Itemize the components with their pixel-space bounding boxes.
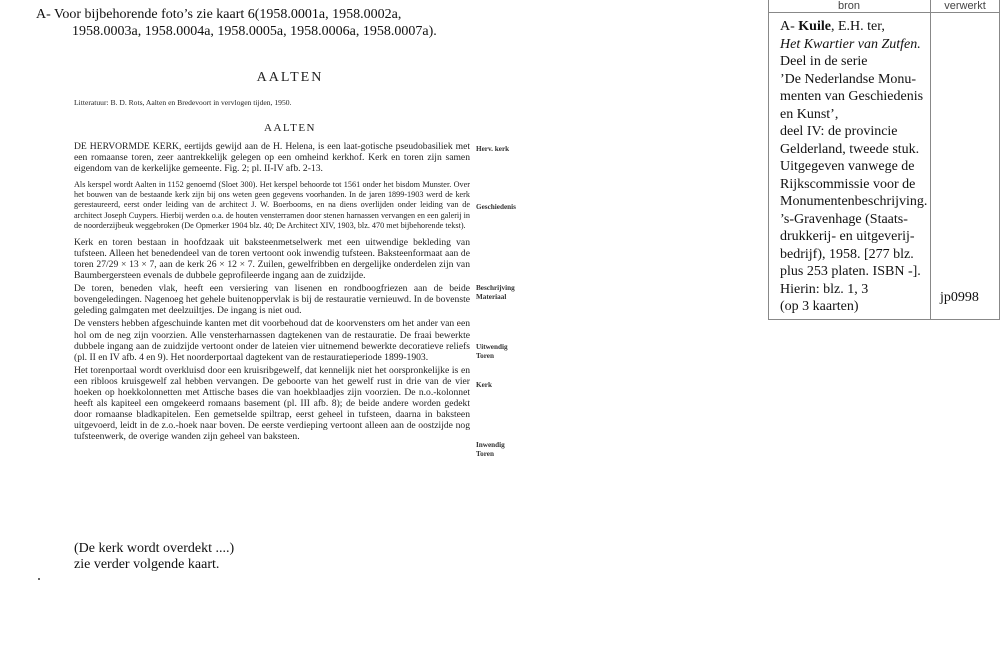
continuation-note: (De kerk wordt overdekt ....)	[74, 541, 235, 556]
source-line: Deel in de serie	[780, 54, 868, 69]
literature-line: Litteratuur: B. D. Rots, Aalten en Bredevoort in vervlogen tijden, 1950.	[74, 98, 292, 107]
panel-bottom-border	[768, 319, 1000, 320]
paragraph-church-exterior: De vensters hebben afgeschuinde kanten met dit voorbehoud dat de koorvensters om het ander van een hol om de neg zijn voorzien. Alle vensterharnassen dagtekenen van de restauratie. De fraai bewerkte dubbele ingang aan de zuidzijde vertoont onder de lateien vier uitnemend bewerkte decoratieve reliefs (pl. II en IV afb. 4 en 9). Het noorderportaal dagtekent van de restauratieperiode 1899-1903.	[74, 318, 470, 363]
source-line: Monumentenbeschrijving.	[780, 194, 928, 209]
source-citation	[780, 18, 940, 316]
document-title-2: AALTEN	[264, 122, 316, 134]
source-line: Hierin: blz. 1, 3	[780, 281, 869, 297]
source-line: menten van Geschiedenis	[780, 89, 924, 104]
source-line: plus 253 platen. ISBN -].	[780, 264, 921, 279]
source-line: deel IV: de provincie	[780, 124, 898, 139]
margin-note-toren-interior: Toren	[476, 450, 494, 458]
column-header-processed: verwerkt	[944, 0, 986, 12]
margin-note-inwendig: Inwendig	[476, 441, 505, 449]
processed-code: jp0998	[940, 290, 979, 305]
paragraph-intro: DE HERVORMDE KERK, eertijds gewijd aan de H. Helena, is een laat-gotische pseudobasiliek met een romaanse toren, zeer aantrekkelijk gelegen op een omheind kerkhof. Kerk en toren zijn samen eigendom van de kerkelijke gemeente. Fig. 2; pl. II-IV afb. 2-13.	[74, 141, 470, 175]
source-line-author: A- Kuile, E.H. ter,	[780, 19, 885, 34]
scan-speck	[38, 578, 40, 580]
card-header-line-1: A- Voor bijbehorende foto’s zie kaart 6(1958.0001a, 1958.0002a,	[36, 7, 402, 22]
source-line: en Kunst’,	[780, 106, 839, 122]
source-line: bedrijf), 1958. [277 blz.	[780, 246, 914, 262]
column-header-source: bron	[837, 0, 861, 12]
margin-note-herv-kerk: Herv. kerk	[476, 145, 510, 153]
margin-note-materiaal: Materiaal	[476, 293, 507, 301]
source-line: Rijkscommissie voor de	[780, 176, 916, 192]
margin-note-kerk: Kerk	[476, 381, 492, 389]
source-line: Uitgegeven vanwege de	[780, 159, 915, 174]
card-header-line-2: 1958.0003a, 1958.0004a, 1958.0005a, 1958.0006a, 1958.0007a).	[72, 24, 437, 39]
panel-left-border	[768, 0, 769, 320]
source-line: ’s-Gravenhage (Staats-	[780, 211, 908, 227]
source-line-title: Het Kwartier van Zutfen.	[780, 36, 921, 52]
paragraph-tower-exterior: De toren, beneden vlak, heeft een versiering van lisenen en rondboogfriezen aan de beide bovengeledingen. Nagenoeg het gehele buitenoppervlak is bij de restauratie vernieuwd. In de bovenste geleding galmgaten met deelzuiltjes. De ingang is niet oud.	[74, 283, 470, 317]
source-line: ’De Nederlandse Monu-	[780, 71, 917, 87]
source-line: drukkerij- en uitgeverij-	[780, 229, 915, 244]
source-line: Gelderland, tweede stuk.	[780, 141, 920, 157]
paragraph-tower-interior: Het torenportaal wordt overkluisd door een kruisribgewelf, dat kennelijk niet het oorspronkelijke is en een ribloos kruisgewelf zal hebben vervangen. De geboorte van het gewelf rust in drie van de vier hoeken op hoekkolonnetten met Attische bases die van hoekblaadjes zijn voorzien. De n.o.-kolonnet heeft als kapiteel een omgekeerd romaans basement (pl. III afb. 8); de beide andere worden gedekt door romaanse bladkapitelen. Een gemetselde spiltrap, eerst geheel in tufsteen, daarna in baksteen uitgevoerd, leidt in de z.o.-hoek naar boven. De eerste verdieping vertoont alleen aan de oostzijde nog tufsteenwerk, de overige wanden zijn geheel van baksteen.	[74, 364, 470, 443]
source-line: (op 3 kaarten)	[780, 299, 859, 314]
margin-note-geschiedenis: Geschiedenis	[476, 203, 516, 211]
margin-note-toren: Toren	[476, 352, 494, 360]
document-body	[74, 141, 470, 448]
paragraph-description: Kerk en toren bestaan in hoofdzaak uit baksteenmetselwerk met een uitwendige bekleding van tufsteen. Alleen het benedendeel van de toren vertoont ook inwendig tufsteen. Baksteenformaat aan de toren 27/29 × 13 × 7, aan de kerk 26 × 12 × 7. Zuilen, gewelfribben en dergelijke onderdelen zijn van Baumbergersteen evenals de dubbele geprofileerde ingang aan de zuidzijde.	[74, 236, 470, 282]
continuation-reference: zie verder volgende kaart.	[74, 557, 220, 572]
margin-note-beschrijving: Beschrijving	[476, 284, 515, 292]
document-title-1: AALTEN	[256, 70, 324, 85]
margin-note-uitwendig: Uitwendig	[476, 343, 508, 351]
paragraph-history: Als kerspel wordt Aalten in 1152 genoemd (Sloet 300). Het kerspel behoorde tot 1561 onder het bisdom Munster. Over het bouwen van de bestaande kerk zijn bij ons weten geen gegevens voorhanden. In de jaren 1899-1903 werd de kerk gerestaureerd, eerst onder leiding van de architect J. W. Boerbooms, en na diens overlijden onder leiding van de architect Joseph Cuypers. Hierbij werden o.a. de houten vensterramen door stenen harnassen vervangen en een galerij in de noorderzijbeuk weggebroken (De Opmerker 1904 blz. 40; De Architect XIV, 1903, blz. 470 met bijbehorende tekst).	[74, 180, 470, 230]
source-panel	[768, 0, 1000, 320]
